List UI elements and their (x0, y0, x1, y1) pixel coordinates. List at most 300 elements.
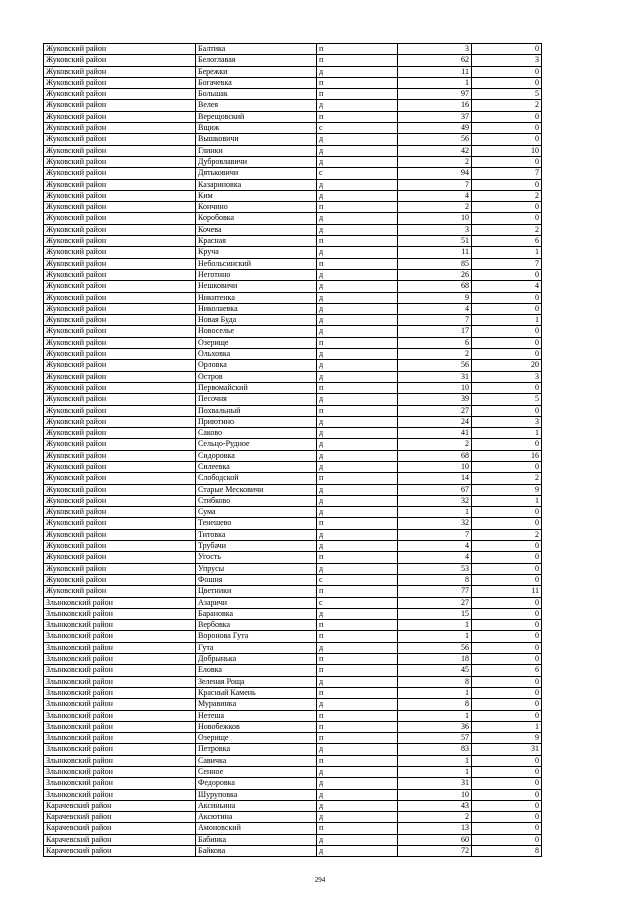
type-cell: п (317, 77, 398, 88)
table-row (44, 461, 542, 472)
settlement-cell: Верещовский (196, 111, 317, 122)
settlement-cell: Новоселье (196, 326, 317, 337)
settlement-cell: Красная (196, 236, 317, 247)
value2-cell: 4 (472, 281, 542, 292)
district-cell: Злынковский район (44, 778, 196, 789)
table-row (44, 292, 542, 303)
table-row (44, 337, 542, 348)
table-row (44, 247, 542, 258)
value2-cell: 9 (472, 484, 542, 495)
table-row (44, 416, 542, 427)
value1-cell: 4 (398, 541, 472, 552)
value1-cell: 10 (398, 789, 472, 800)
value2-cell: 3 (472, 371, 542, 382)
type-cell: д (317, 416, 398, 427)
type-cell: п (317, 620, 398, 631)
type-cell: д (317, 326, 398, 337)
table-row (44, 405, 542, 416)
value1-cell: 11 (398, 66, 472, 77)
table-row (44, 834, 542, 845)
type-cell: д (317, 529, 398, 540)
settlement-cell: Сидоровка (196, 450, 317, 461)
type-cell: д (317, 394, 398, 405)
value1-cell: 68 (398, 281, 472, 292)
value1-cell: 4 (398, 552, 472, 563)
value2-cell: 1 (472, 428, 542, 439)
settlement-cell: Еловка (196, 665, 317, 676)
settlements-table (43, 43, 542, 857)
type-cell: д (317, 100, 398, 111)
settlement-cell: Федоровка (196, 778, 317, 789)
value2-cell: 31 (472, 744, 542, 755)
table-row (44, 823, 542, 834)
type-cell: д (317, 800, 398, 811)
value1-cell: 2 (398, 156, 472, 167)
value2-cell: 0 (472, 66, 542, 77)
type-cell: д (317, 371, 398, 382)
settlement-cell: Богачевка (196, 77, 317, 88)
district-cell: Жуковский район (44, 202, 196, 213)
type-cell: п (317, 631, 398, 642)
table-row (44, 733, 542, 744)
district-cell: Жуковский район (44, 552, 196, 563)
table-row (44, 224, 542, 235)
settlement-cell: Старые Месковичи (196, 484, 317, 495)
value1-cell: 7 (398, 179, 472, 190)
district-cell: Злынковский район (44, 608, 196, 619)
district-cell: Жуковский район (44, 337, 196, 348)
value1-cell: 1 (398, 755, 472, 766)
district-cell: Карачевский район (44, 823, 196, 834)
settlement-cell: Угость (196, 552, 317, 563)
value2-cell: 8 (472, 846, 542, 857)
value2-cell: 0 (472, 349, 542, 360)
value2-cell: 2 (472, 529, 542, 540)
value1-cell: 18 (398, 654, 472, 665)
settlement-cell: Гута (196, 642, 317, 653)
table-row (44, 620, 542, 631)
table-row (44, 315, 542, 326)
value1-cell: 10 (398, 461, 472, 472)
district-cell: Жуковский район (44, 518, 196, 529)
settlement-cell: Казариновка (196, 179, 317, 190)
table-row (44, 778, 542, 789)
value1-cell: 77 (398, 586, 472, 597)
district-cell: Жуковский район (44, 134, 196, 145)
settlement-cell: Новая Буда (196, 315, 317, 326)
district-cell: Жуковский район (44, 439, 196, 450)
value1-cell: 41 (398, 428, 472, 439)
value1-cell: 2 (398, 439, 472, 450)
type-cell: д (317, 507, 398, 518)
type-cell: п (317, 382, 398, 393)
type-cell: д (317, 213, 398, 224)
table-row (44, 190, 542, 201)
district-cell: Жуковский район (44, 349, 196, 360)
value1-cell: 51 (398, 236, 472, 247)
settlement-cell: Амоновский (196, 823, 317, 834)
table-row (44, 89, 542, 100)
district-cell: Жуковский район (44, 484, 196, 495)
table-row (44, 394, 542, 405)
table-row (44, 744, 542, 755)
value2-cell: 2 (472, 224, 542, 235)
table-row (44, 439, 542, 450)
value1-cell: 17 (398, 326, 472, 337)
value1-cell: 60 (398, 834, 472, 845)
type-cell: п (317, 236, 398, 247)
settlement-cell: Воронова Гута (196, 631, 317, 642)
value2-cell: 0 (472, 292, 542, 303)
settlement-cell: Байкова (196, 846, 317, 857)
value2-cell: 1 (472, 247, 542, 258)
value2-cell: 0 (472, 676, 542, 687)
district-cell: Жуковский район (44, 574, 196, 585)
district-cell: Злынковский район (44, 642, 196, 653)
type-cell: д (317, 495, 398, 506)
table-row (44, 179, 542, 190)
table-row (44, 699, 542, 710)
value2-cell: 5 (472, 89, 542, 100)
value1-cell: 3 (398, 224, 472, 235)
district-cell: Злынковский район (44, 767, 196, 778)
value1-cell: 37 (398, 111, 472, 122)
table-row (44, 450, 542, 461)
value2-cell: 0 (472, 710, 542, 721)
value1-cell: 97 (398, 89, 472, 100)
settlement-cell: Похвальный (196, 405, 317, 416)
district-cell: Жуковский район (44, 371, 196, 382)
district-cell: Жуковский район (44, 168, 196, 179)
value2-cell: 2 (472, 190, 542, 201)
district-cell: Злынковский район (44, 789, 196, 800)
table-row (44, 710, 542, 721)
type-cell: д (317, 563, 398, 574)
table-row (44, 326, 542, 337)
type-cell: п (317, 552, 398, 563)
table-row (44, 541, 542, 552)
settlement-cell: Муравинка (196, 699, 317, 710)
table-row (44, 495, 542, 506)
value2-cell: 0 (472, 179, 542, 190)
value1-cell: 56 (398, 134, 472, 145)
settlement-cell: Шуруповка (196, 789, 317, 800)
district-cell: Жуковский район (44, 405, 196, 416)
settlement-cell: Тенешево (196, 518, 317, 529)
settlement-cell: Озерище (196, 733, 317, 744)
table-row (44, 687, 542, 698)
table-row (44, 428, 542, 439)
type-cell: п (317, 823, 398, 834)
value2-cell: 0 (472, 269, 542, 280)
settlement-cell: Глинки (196, 145, 317, 156)
table-body (44, 44, 542, 857)
type-cell: п (317, 518, 398, 529)
type-cell: д (317, 767, 398, 778)
table-row (44, 574, 542, 585)
value2-cell: 0 (472, 461, 542, 472)
settlement-cell: Дубровлавичи (196, 156, 317, 167)
district-cell: Жуковский район (44, 89, 196, 100)
type-cell: п (317, 755, 398, 766)
type-cell: д (317, 360, 398, 371)
page-number: 294 (314, 876, 326, 884)
value1-cell: 1 (398, 77, 472, 88)
table-row (44, 382, 542, 393)
settlement-cell: Бережки (196, 66, 317, 77)
value2-cell: 5 (472, 394, 542, 405)
value1-cell: 43 (398, 800, 472, 811)
settlement-cell: Савичка (196, 755, 317, 766)
value1-cell: 49 (398, 123, 472, 134)
value2-cell: 0 (472, 574, 542, 585)
settlement-cell: Вщиж (196, 123, 317, 134)
settlement-cell: Неготино (196, 269, 317, 280)
district-cell: Жуковский район (44, 450, 196, 461)
value2-cell: 0 (472, 699, 542, 710)
settlement-cell: Круча (196, 247, 317, 258)
table-row (44, 767, 542, 778)
value2-cell: 0 (472, 552, 542, 563)
value2-cell: 0 (472, 812, 542, 823)
value2-cell: 3 (472, 55, 542, 66)
type-cell: д (317, 134, 398, 145)
value1-cell: 8 (398, 574, 472, 585)
table-row (44, 665, 542, 676)
settlement-cell: Азаричи (196, 597, 317, 608)
value1-cell: 10 (398, 382, 472, 393)
settlement-cell: Николаевка (196, 303, 317, 314)
settlement-cell: Песочня (196, 394, 317, 405)
district-cell: Злынковский район (44, 699, 196, 710)
district-cell: Злынковский район (44, 654, 196, 665)
district-cell: Жуковский район (44, 586, 196, 597)
table-row (44, 676, 542, 687)
district-cell: Жуковский район (44, 247, 196, 258)
settlement-cell: Первомайский (196, 382, 317, 393)
settlement-cell: Сельцо-Рудное (196, 439, 317, 450)
settlement-cell: Титовка (196, 529, 317, 540)
value1-cell: 1 (398, 507, 472, 518)
value2-cell: 0 (472, 213, 542, 224)
settlement-cell: Сума (196, 507, 317, 518)
value1-cell: 1 (398, 767, 472, 778)
settlement-cell: Силеевка (196, 461, 317, 472)
value1-cell: 10 (398, 213, 472, 224)
type-cell: д (317, 439, 398, 450)
table-row (44, 789, 542, 800)
type-cell: д (317, 846, 398, 857)
value1-cell: 32 (398, 495, 472, 506)
table-row (44, 269, 542, 280)
table-row (44, 563, 542, 574)
type-cell: д (317, 450, 398, 461)
type-cell: д (317, 156, 398, 167)
district-cell: Жуковский район (44, 281, 196, 292)
value1-cell: 27 (398, 597, 472, 608)
value2-cell: 0 (472, 823, 542, 834)
district-cell: Жуковский район (44, 190, 196, 201)
value2-cell: 0 (472, 778, 542, 789)
value1-cell: 2 (398, 349, 472, 360)
value2-cell: 0 (472, 507, 542, 518)
value2-cell: 0 (472, 642, 542, 653)
table-row (44, 213, 542, 224)
type-cell: д (317, 190, 398, 201)
district-cell: Жуковский район (44, 529, 196, 540)
settlement-cell: Петровка (196, 744, 317, 755)
settlement-cell: Кончино (196, 202, 317, 213)
type-cell: п (317, 405, 398, 416)
table-row (44, 597, 542, 608)
district-cell: Карачевский район (44, 812, 196, 823)
value2-cell: 0 (472, 541, 542, 552)
district-cell: Жуковский район (44, 77, 196, 88)
type-cell: д (317, 789, 398, 800)
value2-cell: 0 (472, 202, 542, 213)
table-row (44, 800, 542, 811)
value2-cell: 6 (472, 665, 542, 676)
table-row (44, 100, 542, 111)
value2-cell: 0 (472, 123, 542, 134)
value1-cell: 9 (398, 292, 472, 303)
value1-cell: 8 (398, 699, 472, 710)
value2-cell: 0 (472, 518, 542, 529)
type-cell: д (317, 303, 398, 314)
table-row (44, 507, 542, 518)
value1-cell: 56 (398, 360, 472, 371)
value1-cell: 16 (398, 100, 472, 111)
district-cell: Жуковский район (44, 44, 196, 55)
value2-cell: 0 (472, 44, 542, 55)
table-row (44, 303, 542, 314)
value1-cell: 83 (398, 744, 472, 755)
table-row (44, 202, 542, 213)
district-cell: Жуковский район (44, 236, 196, 247)
settlement-cell: Зеленая Роща (196, 676, 317, 687)
value2-cell: 16 (472, 450, 542, 461)
table-row (44, 518, 542, 529)
value1-cell: 32 (398, 518, 472, 529)
district-cell: Злынковский район (44, 687, 196, 698)
value1-cell: 24 (398, 416, 472, 427)
value2-cell: 1 (472, 315, 542, 326)
value1-cell: 7 (398, 315, 472, 326)
value1-cell: 1 (398, 687, 472, 698)
value2-cell: 3 (472, 416, 542, 427)
type-cell: п (317, 665, 398, 676)
district-cell: Жуковский район (44, 258, 196, 269)
type-cell: д (317, 428, 398, 439)
district-cell: Злынковский район (44, 744, 196, 755)
value2-cell: 9 (472, 733, 542, 744)
district-cell: Жуковский район (44, 315, 196, 326)
value1-cell: 1 (398, 710, 472, 721)
value1-cell: 68 (398, 450, 472, 461)
settlement-cell: Нешковичи (196, 281, 317, 292)
value1-cell: 4 (398, 190, 472, 201)
settlement-cell: Нетеша (196, 710, 317, 721)
type-cell: п (317, 721, 398, 732)
district-cell: Жуковский район (44, 360, 196, 371)
value2-cell: 2 (472, 473, 542, 484)
type-cell: п (317, 111, 398, 122)
type-cell: д (317, 145, 398, 156)
value1-cell: 14 (398, 473, 472, 484)
value1-cell: 94 (398, 168, 472, 179)
district-cell: Злынковский район (44, 665, 196, 676)
value1-cell: 36 (398, 721, 472, 732)
type-cell: д (317, 484, 398, 495)
type-cell: п (317, 55, 398, 66)
district-cell: Жуковский район (44, 541, 196, 552)
value2-cell: 1 (472, 721, 542, 732)
table-row (44, 156, 542, 167)
value2-cell: 6 (472, 236, 542, 247)
value2-cell: 0 (472, 337, 542, 348)
value2-cell: 0 (472, 439, 542, 450)
type-cell: с (317, 123, 398, 134)
table-row (44, 145, 542, 156)
settlement-cell: Саково (196, 428, 317, 439)
district-cell: Злынковский район (44, 721, 196, 732)
type-cell: д (317, 461, 398, 472)
value1-cell: 6 (398, 337, 472, 348)
settlement-cell: Белоглавая (196, 55, 317, 66)
district-cell: Жуковский район (44, 213, 196, 224)
table-row (44, 631, 542, 642)
district-cell: Жуковский район (44, 416, 196, 427)
type-cell: с (317, 597, 398, 608)
type-cell: п (317, 586, 398, 597)
table-row (44, 586, 542, 597)
table-row (44, 123, 542, 134)
settlement-cell: Дятьковичи (196, 168, 317, 179)
district-cell: Злынковский район (44, 631, 196, 642)
district-cell: Карачевский район (44, 846, 196, 857)
settlement-cell: Стибково (196, 495, 317, 506)
value1-cell: 26 (398, 269, 472, 280)
value2-cell: 7 (472, 258, 542, 269)
type-cell: с (317, 168, 398, 179)
value2-cell: 0 (472, 687, 542, 698)
type-cell: д (317, 281, 398, 292)
value2-cell: 0 (472, 800, 542, 811)
type-cell: д (317, 315, 398, 326)
table-row (44, 66, 542, 77)
district-cell: Жуковский район (44, 100, 196, 111)
district-cell: Жуковский район (44, 428, 196, 439)
district-cell: Жуковский район (44, 507, 196, 518)
table-row (44, 484, 542, 495)
district-cell: Жуковский район (44, 461, 196, 472)
value1-cell: 11 (398, 247, 472, 258)
type-cell: д (317, 292, 398, 303)
district-cell: Жуковский район (44, 473, 196, 484)
type-cell: п (317, 687, 398, 698)
table-row (44, 134, 542, 145)
type-cell: д (317, 269, 398, 280)
value2-cell: 7 (472, 168, 542, 179)
value1-cell: 31 (398, 778, 472, 789)
type-cell: д (317, 66, 398, 77)
district-cell: Жуковский район (44, 269, 196, 280)
settlement-cell: Трубачи (196, 541, 317, 552)
settlement-cell: Новобежков (196, 721, 317, 732)
value2-cell: 0 (472, 834, 542, 845)
value2-cell: 20 (472, 360, 542, 371)
settlement-cell: Бабинка (196, 834, 317, 845)
